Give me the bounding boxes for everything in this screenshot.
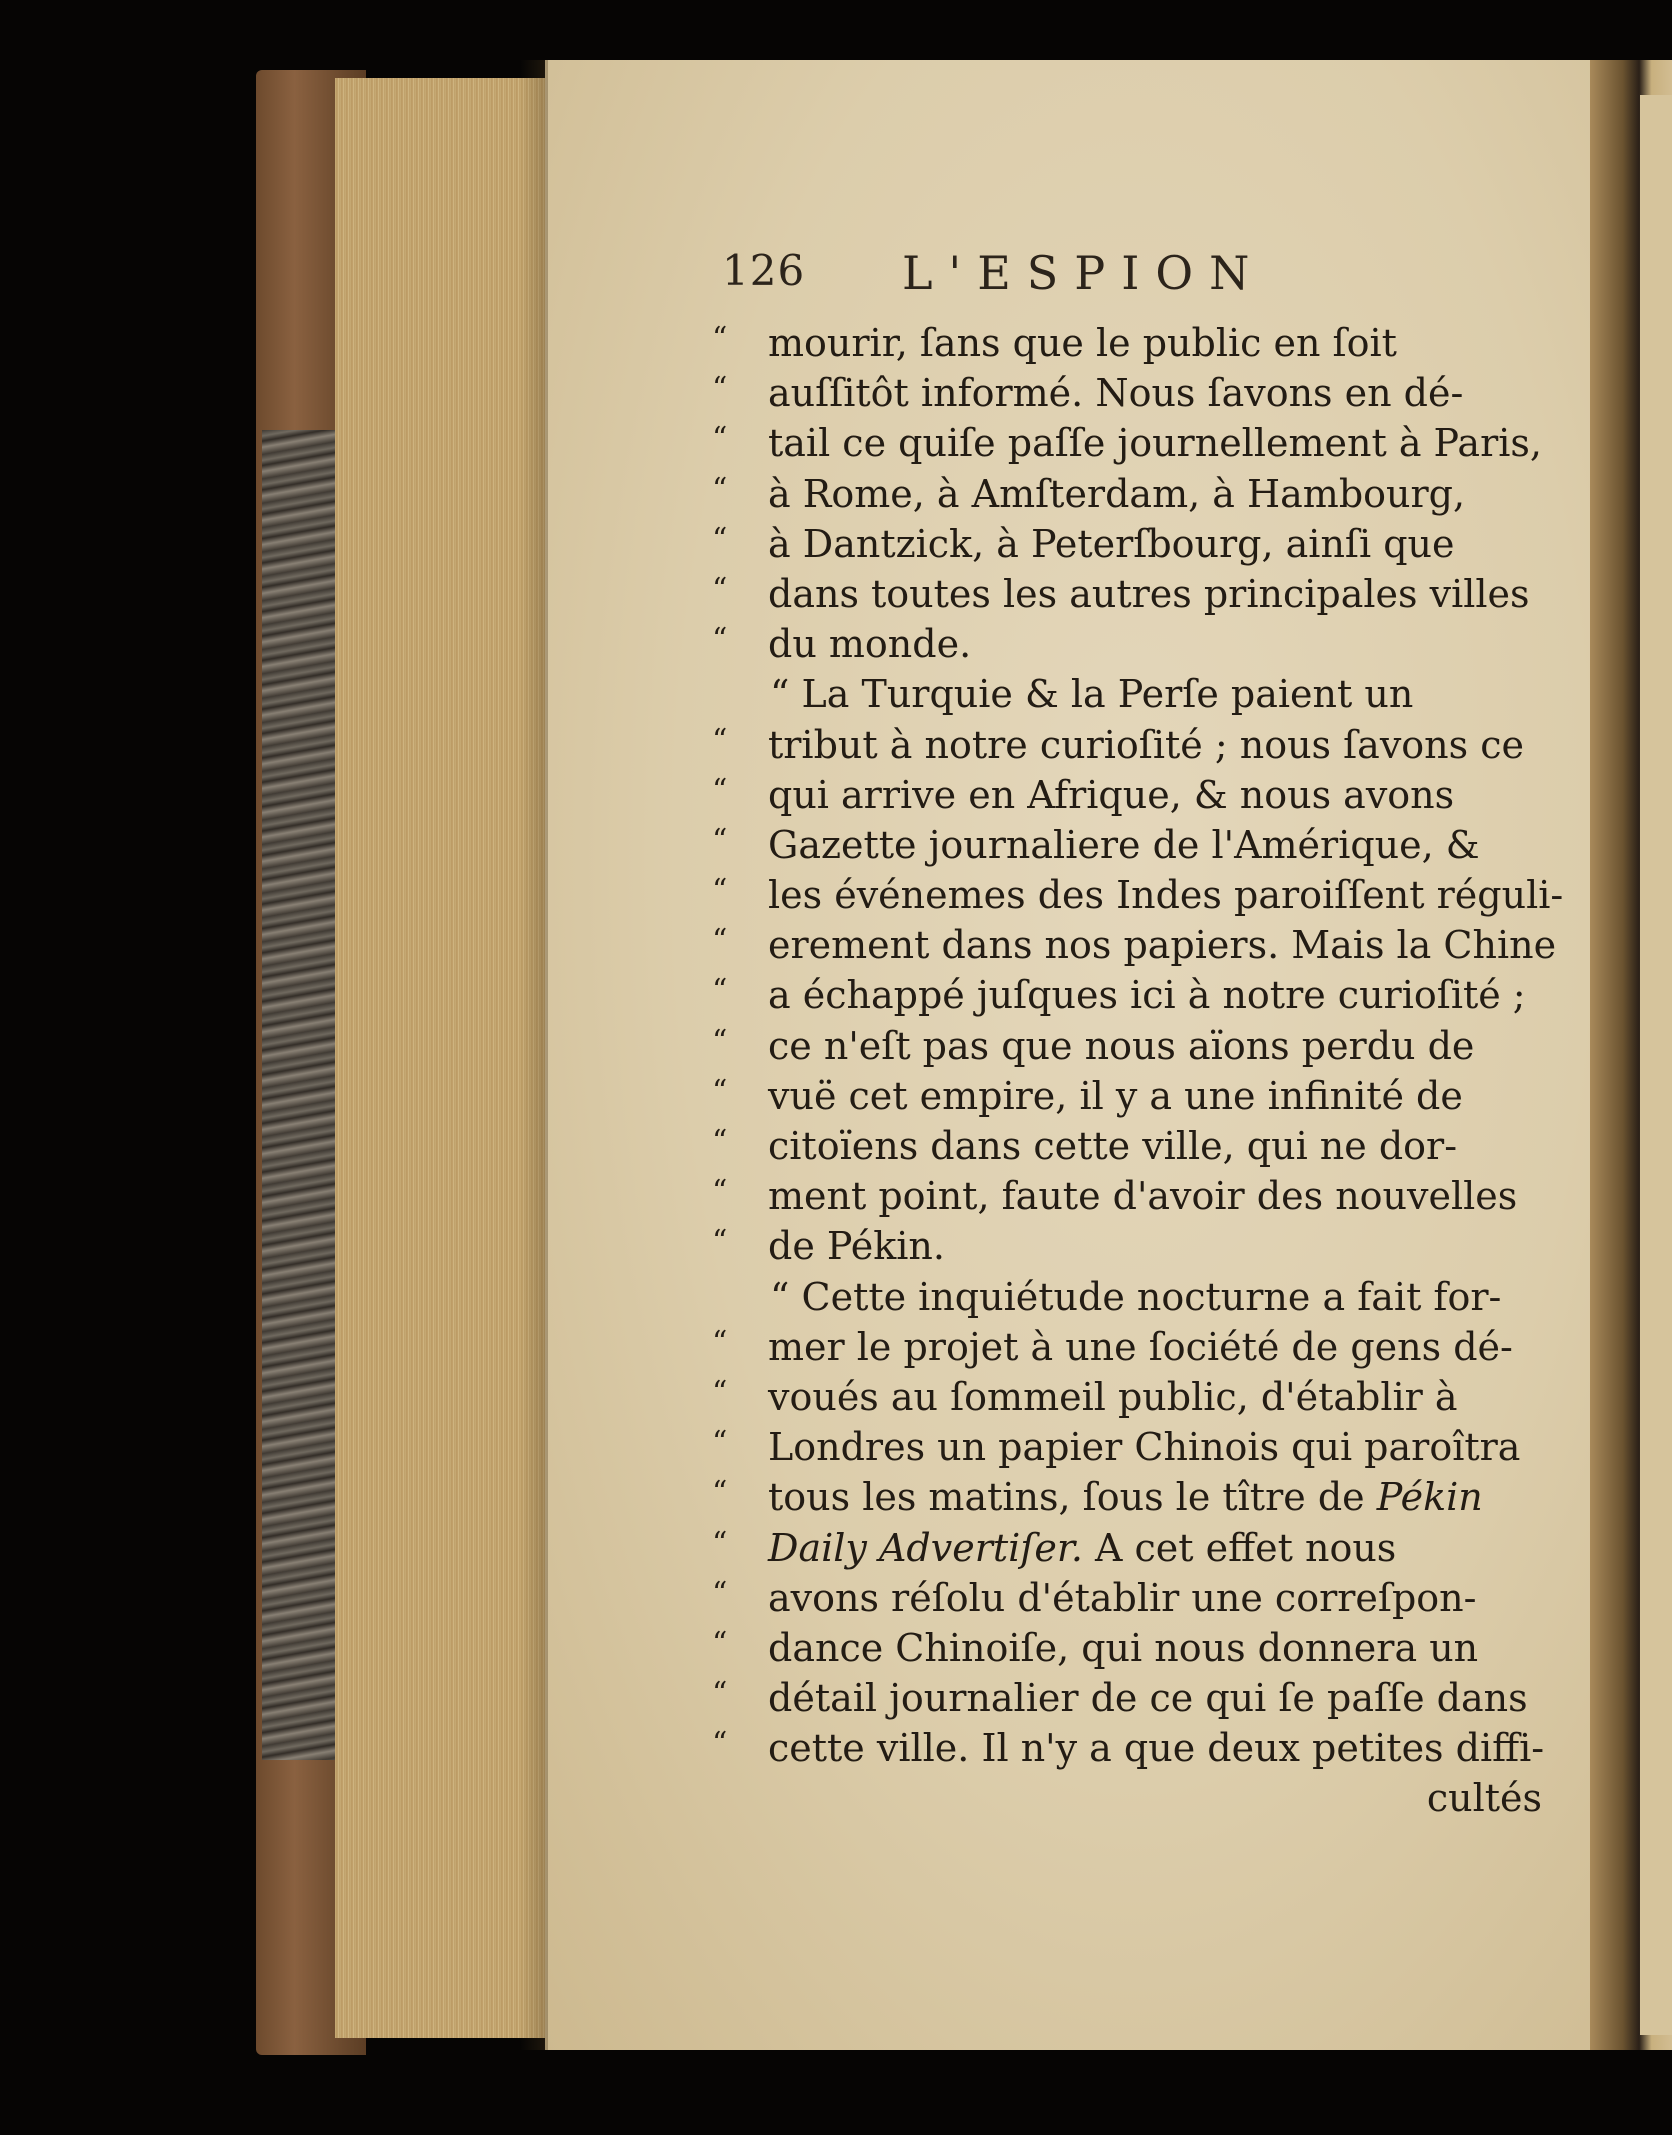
quotation-mark: “ — [712, 371, 728, 407]
quotation-mark: “ — [712, 772, 728, 808]
text-line — [712, 1171, 1542, 1221]
text-line — [712, 1573, 1542, 1623]
line-text — [768, 920, 1556, 970]
roman-text: voués au ſommeil public, d'établir à — [768, 1374, 1458, 1419]
line-text — [768, 1523, 1396, 1573]
roman-text: tail ce quiſe paſſe journellement à Paris, — [768, 421, 1542, 466]
page-edges — [335, 78, 545, 2038]
text-line — [712, 619, 1542, 669]
quotation-mark: “ — [712, 822, 728, 858]
text-line — [712, 970, 1542, 1020]
text-line — [712, 1523, 1542, 1573]
text-line — [712, 920, 1557, 970]
line-text — [768, 1171, 1517, 1221]
quotation-mark: “ — [712, 1073, 728, 1109]
page-edge-shadow — [520, 60, 548, 2050]
roman-text: à Dantzick, à Peterſbourg, ainſi que — [768, 521, 1455, 566]
roman-text: ment point, faute d'avoir des nouvelles — [768, 1174, 1518, 1219]
quotation-mark: “ — [712, 1575, 728, 1611]
quotation-mark: “ — [712, 321, 728, 356]
quotation-mark: “ — [712, 1625, 728, 1661]
line-text — [768, 770, 1454, 820]
text-line — [712, 1372, 1542, 1422]
quotation-mark: “ — [712, 1726, 728, 1762]
roman-text: citoïens dans cette ville, qui ne dor- — [768, 1124, 1458, 1168]
roman-text: Gazette journaliere de l'Amérique, & — [768, 822, 1480, 867]
roman-text: A cet effet nous — [1082, 1525, 1397, 1570]
quotation-mark: “ — [712, 722, 728, 758]
quotation-mark: “ — [712, 571, 728, 607]
roman-text: du monde. — [768, 622, 972, 667]
line-text — [768, 1623, 1478, 1673]
text-line — [712, 418, 1542, 468]
text-line — [712, 1272, 1542, 1322]
roman-text: Londres un papier Chinois qui paroîtra — [768, 1425, 1521, 1470]
quotation-mark: “ — [712, 973, 728, 1009]
line-text — [768, 1573, 1477, 1623]
quotation-mark: “ — [712, 1124, 728, 1159]
text-line — [712, 368, 1542, 418]
line-text — [768, 1322, 1513, 1372]
text-line — [712, 1773, 1542, 1823]
text-line — [712, 519, 1542, 569]
quotation-mark: “ — [712, 622, 728, 658]
text-line — [712, 1322, 1542, 1372]
quotation-mark: “ — [712, 1224, 728, 1260]
quotation-mark: “ — [712, 873, 728, 909]
italic-text: Pékin — [1364, 1475, 1483, 1520]
roman-text: cette ville. Il n'y a que deux petites diffi- — [768, 1726, 1545, 1771]
line-text — [768, 619, 971, 669]
roman-text: dance Chinoiſe, qui nous donnera un — [768, 1625, 1479, 1670]
text-line — [712, 1071, 1542, 1121]
running-title: L'ESPION — [902, 246, 1266, 300]
roman-text: mer le projet à une ſociété de gens dé- — [768, 1324, 1513, 1369]
roman-text: avons réſolu d'établir une correſpon- — [768, 1575, 1477, 1620]
quotation-mark: “ — [712, 1475, 728, 1511]
marbled-paper-cover — [262, 430, 342, 1760]
roman-text: tribut à notre curioſité ; nous ſavons ce — [768, 722, 1525, 767]
roman-text: a échappé juſques ici à notre curioſité ; — [768, 973, 1526, 1018]
text-line — [712, 318, 1542, 368]
line-text — [768, 1422, 1520, 1472]
line-text — [770, 1272, 1501, 1322]
quotation-mark: “ — [712, 521, 728, 557]
page-number: 126 — [722, 246, 806, 295]
line-text — [768, 1372, 1458, 1422]
line-text — [768, 870, 1563, 920]
quotation-mark: “ — [712, 1676, 728, 1712]
line-text — [768, 318, 1397, 368]
roman-text: qui arrive en Afrique, & nous avons — [768, 772, 1455, 817]
text-line — [712, 1673, 1542, 1723]
roman-text: mourir, ſans que le public en ſoit — [768, 321, 1397, 365]
line-text — [768, 720, 1524, 770]
line-text — [768, 1121, 1457, 1171]
quotation-mark: “ — [712, 1525, 728, 1561]
roman-text: dans toutes les autres principales villes — [768, 571, 1530, 616]
italic-text: Daily Advertiſer. — [768, 1525, 1083, 1570]
facing-page-edge — [1640, 95, 1672, 2035]
text-line — [712, 1221, 1542, 1271]
roman-text: vuë cet empire, il y a une infinité de — [768, 1073, 1463, 1118]
roman-text: de Pékin. — [768, 1224, 945, 1269]
text-line — [712, 1472, 1542, 1522]
text-line — [712, 770, 1542, 820]
quotation-mark: “ — [712, 923, 728, 959]
line-text — [768, 1472, 1483, 1522]
running-head — [722, 246, 1322, 310]
line-text — [768, 1723, 1544, 1773]
line-text — [768, 1021, 1474, 1071]
text-line — [712, 1422, 1542, 1472]
line-text — [768, 569, 1530, 619]
line-text — [768, 1071, 1463, 1121]
line-text — [768, 519, 1455, 569]
text-line — [712, 720, 1542, 770]
text-line — [712, 1121, 1542, 1171]
text-block — [712, 318, 1564, 1824]
quotation-mark: “ — [712, 1374, 728, 1410]
line-text — [768, 1673, 1528, 1723]
line-text — [1427, 1773, 1542, 1823]
quotation-mark: “ — [712, 1174, 728, 1210]
roman-text: “ Cette inquiétude nocturne a fait for- — [770, 1274, 1502, 1319]
roman-text: ce n'eſt pas que nous aïons perdu de — [768, 1023, 1475, 1068]
quotation-mark: “ — [712, 471, 728, 507]
roman-text: erement dans nos papiers. Mais la Chine — [768, 923, 1557, 968]
roman-text: détail journalier de ce qui ſe paſſe dans — [768, 1676, 1528, 1721]
quotation-mark: “ — [712, 1324, 728, 1360]
text-line — [712, 1723, 1545, 1773]
text-line — [712, 1623, 1542, 1673]
text-line — [712, 870, 1564, 920]
quotation-mark: “ — [712, 1023, 728, 1059]
roman-text: cultés — [1426, 1776, 1542, 1821]
text-line — [712, 820, 1542, 870]
line-text — [768, 1221, 945, 1271]
line-text — [768, 469, 1465, 519]
line-text — [768, 418, 1542, 468]
roman-text: “ La Turquie & la Perſe paient un — [770, 672, 1414, 717]
line-text — [770, 669, 1413, 719]
roman-text: à Rome, à Amſterdam, à Hambourg, — [768, 471, 1466, 516]
line-text — [768, 820, 1480, 870]
line-text — [768, 368, 1463, 418]
roman-text: auſſitôt informé. Nous ſavons en dé- — [768, 371, 1464, 416]
quotation-mark: “ — [712, 1425, 728, 1461]
quotation-mark: “ — [712, 421, 728, 457]
text-line — [712, 1021, 1542, 1071]
text-line — [712, 669, 1542, 719]
roman-text: les événemes des Indes paroiſſent réguli- — [768, 873, 1564, 918]
line-text — [768, 970, 1526, 1020]
text-line — [712, 469, 1542, 519]
roman-text: tous les matins, ſous le tître de — [768, 1475, 1365, 1520]
text-line — [712, 569, 1542, 619]
